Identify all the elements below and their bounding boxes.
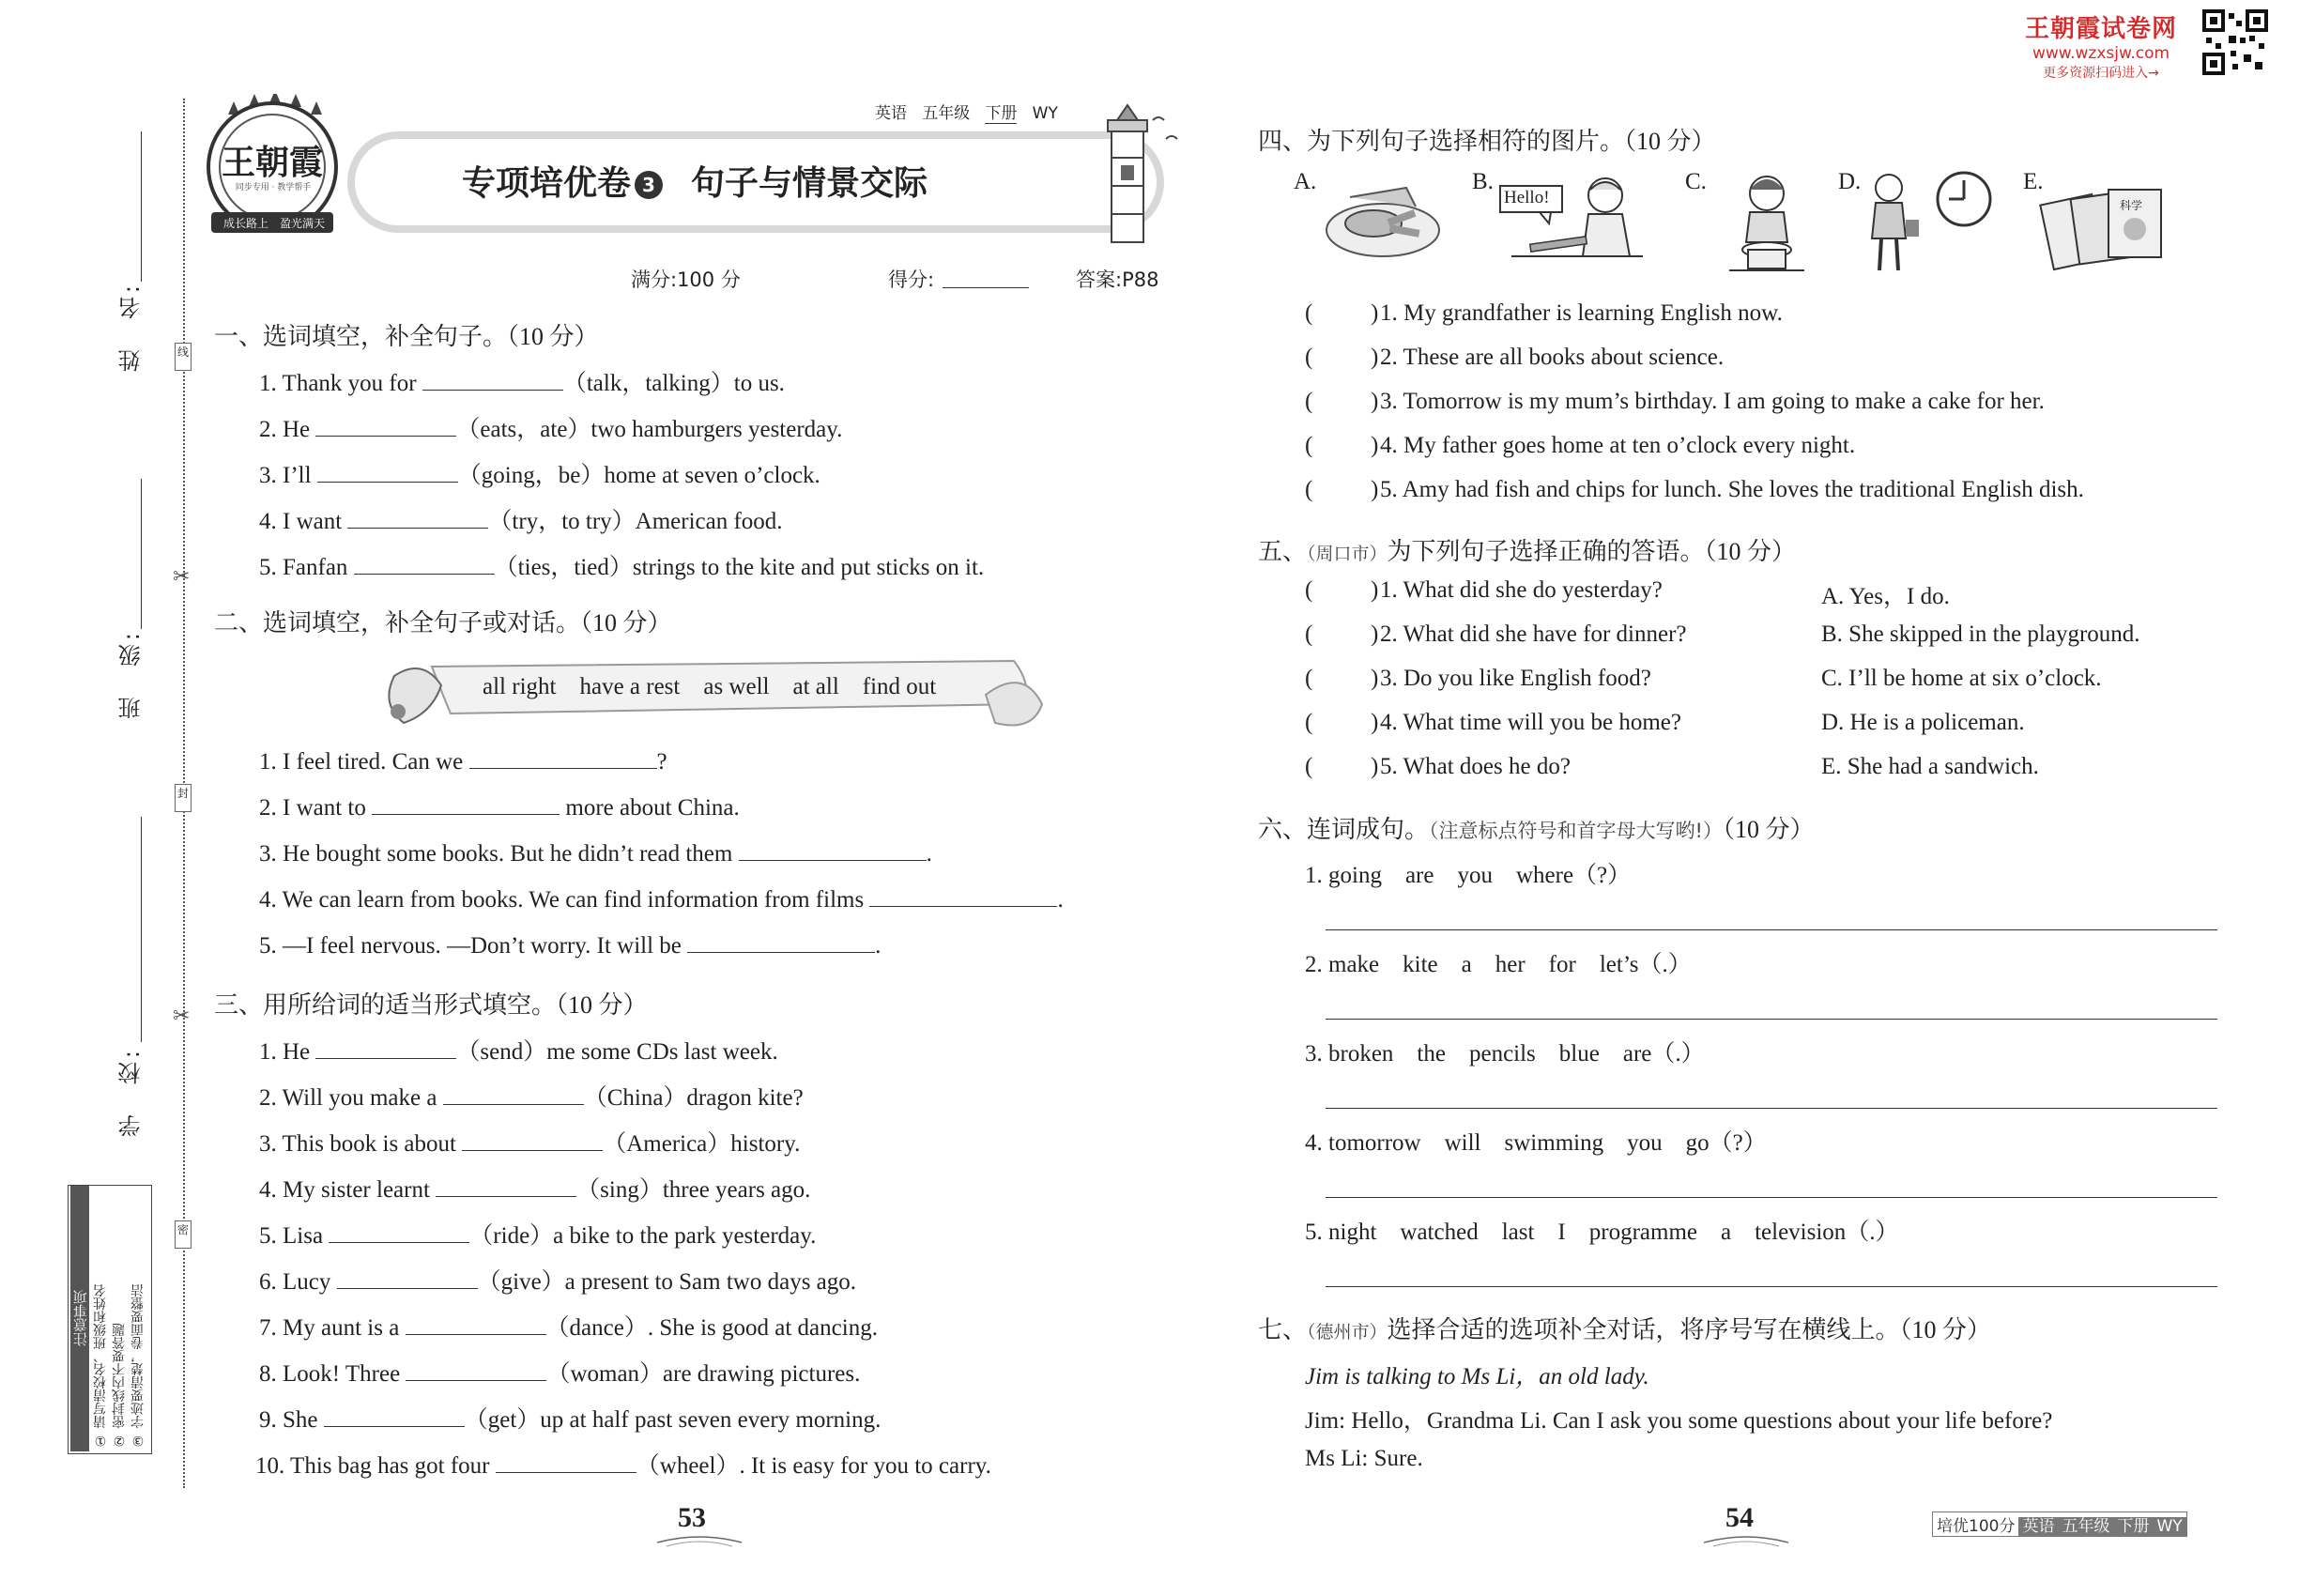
- watermark: [2007, 9, 2195, 82]
- sec5-title: 五、（周口市）为下列句子选择正确的答语。（10 分）: [1258, 538, 1797, 566]
- sec4-item-2: 2. These are all books about science.: [1380, 345, 1725, 370]
- sec4-item-5: 5. Amy had fish and chips for lunch. She loves the traditional English dish.: [1380, 477, 2084, 502]
- cake-making-image: [1720, 169, 1814, 277]
- sec3-item-5: 5. Lisa （ride）a bike to the park yesterday.: [259, 1223, 817, 1249]
- paren-close: ): [1371, 389, 1379, 414]
- sec5-question-5: 5. What does he do?: [1380, 754, 1571, 779]
- cut-mark-1: 线: [175, 343, 192, 371]
- sec5-answer-c: C. I’ll be home at six o’clock.: [1821, 666, 2102, 691]
- sec3-item-9: 9. She （get）up at half past seven every morning.: [259, 1407, 882, 1433]
- sec3-item-1: 1. He （send）me some CDs last week.: [259, 1039, 778, 1065]
- paren-close: ): [1371, 477, 1379, 502]
- watermark-brand: 王朝霞试卷网: [2024, 15, 2177, 43]
- footer-tag-4: 下册: [2113, 1517, 2153, 1536]
- answer-blank[interactable]: [354, 553, 495, 575]
- sec7-intro: Jim is talking to Ms Li，an old lady.: [1305, 1364, 1649, 1389]
- notice-3: ③ 字迹要清楚，卷面要整洁: [130, 1283, 146, 1448]
- science-books-image: [2037, 180, 2178, 274]
- footer-tag-5: WY: [2153, 1517, 2185, 1536]
- class-label: 班 级:: [118, 629, 145, 720]
- sec3-item-10: 10. This bag has got four （wheel）. It is easy for you to carry.: [255, 1453, 991, 1479]
- school-label: 学 校:: [118, 1047, 145, 1138]
- notice-2: ② 密封线内不要答题: [112, 1323, 127, 1448]
- answer-blank[interactable]: [406, 1359, 546, 1381]
- sec2-item-3: 3. He bought some books. But he didn’t read them .: [259, 841, 932, 867]
- sec5-question-4: 4. What time will you be home?: [1380, 710, 1681, 735]
- sec1-item-2: 2. He （eats，ate）two hamburgers yesterday.: [259, 417, 843, 442]
- page-number-left: 53: [678, 1502, 706, 1533]
- header-grade: 五年级: [922, 104, 971, 123]
- paren-close: ): [1371, 300, 1379, 326]
- page-ornament-right: [1704, 1535, 1788, 1548]
- answer-blank[interactable]: [496, 1451, 636, 1473]
- hello-bubble: Hello!: [1504, 188, 1550, 207]
- answer-blank[interactable]: [337, 1267, 478, 1289]
- sec4-item-4: 4. My father goes home at ten o’clock every night.: [1380, 433, 1856, 458]
- word-option: as well: [703, 674, 770, 699]
- sec7-line-1: Jim: Hello，Grandma Li. Can I ask you some questions about your life before?: [1305, 1408, 2053, 1434]
- watermark-url: www.wzxsjw.com: [2032, 44, 2170, 63]
- answer-paren-4-2[interactable]: (: [1305, 345, 1313, 370]
- title-number-badge: 3: [635, 171, 663, 199]
- scissors-icon-1: ✂: [173, 565, 191, 589]
- sec1-title: 一、选词填空，补全句子。（10 分）: [214, 323, 599, 351]
- answer-blank[interactable]: [422, 369, 563, 391]
- sec5-question-2: 2. What did she have for dinner?: [1380, 622, 1687, 647]
- sec4-title: 四、为下列句子选择相符的图片。（10 分）: [1258, 128, 1716, 156]
- answer-blank[interactable]: [329, 1221, 469, 1243]
- scissors-icon-2: ✂: [173, 1005, 191, 1028]
- answer-paren-4-3[interactable]: (: [1305, 389, 1313, 414]
- answer-paren-4-1[interactable]: (: [1305, 300, 1313, 326]
- answer-ref: 答案:P88: [1076, 269, 1159, 291]
- sec5-answer-a: A. Yes，I do.: [1821, 584, 1950, 609]
- sec4-item-3: 3. Tomorrow is my mum’s birthday. I am going to make a cake for her.: [1380, 389, 2045, 414]
- sec5-answer-d: D. He is a policeman.: [1821, 710, 2025, 735]
- header-edition: WY: [1032, 104, 1058, 123]
- word-option: at all: [792, 674, 839, 699]
- sec5-question-1: 1. What did she do yesterday?: [1380, 577, 1663, 603]
- sec3-item-6: 6. Lucy （give）a present to Sam two days ago.: [259, 1269, 857, 1295]
- sec2-item-4: 4. We can learn from books. We can find information from films .: [259, 887, 1064, 913]
- sec6-item-5: 5. night watched last I programme a television（.）: [1305, 1220, 1899, 1245]
- paren-close: ): [1371, 710, 1379, 735]
- pic-label-a: A.: [1294, 169, 1317, 194]
- paren-close: ): [1371, 345, 1379, 370]
- cut-mark-2: 封: [175, 784, 192, 812]
- answer-blank[interactable]: [687, 931, 875, 953]
- page-title: 专项培优卷 3 句子与情景交际: [462, 164, 928, 203]
- answer-blank[interactable]: [315, 1037, 456, 1059]
- header-subject: 英语: [875, 104, 907, 123]
- sec7-line-2: Ms Li: Sure.: [1305, 1446, 1423, 1471]
- answer-blank[interactable]: [469, 747, 657, 769]
- pic-label-e: E.: [2023, 169, 2044, 194]
- paren-close: ): [1371, 754, 1379, 779]
- answer-blank[interactable]: [324, 1405, 465, 1427]
- footer-tag-1: 培优100分: [1937, 1517, 2016, 1536]
- answer-blank[interactable]: [462, 1129, 603, 1151]
- sec6-item-3: 3. broken the pencils blue are（.）: [1305, 1041, 1705, 1067]
- answer-line-4[interactable]: [1326, 1197, 2217, 1198]
- answer-line-5[interactable]: [1326, 1286, 2217, 1287]
- answer-paren-4-5[interactable]: (: [1305, 477, 1313, 502]
- answer-paren-5-3[interactable]: (: [1305, 666, 1313, 691]
- word-option: find out: [862, 674, 937, 699]
- grandfather-learning-image: [1493, 167, 1652, 270]
- footer-tag-2: 英语: [2018, 1517, 2058, 1536]
- sec3-title: 三、用所给词的适当形式填空。（10 分）: [214, 991, 648, 1020]
- score-field[interactable]: [943, 287, 1029, 288]
- fish-and-chips-image: [1322, 178, 1444, 263]
- footer-tag-3: 五年级: [2058, 1517, 2113, 1536]
- answer-line-1[interactable]: [1326, 929, 2217, 930]
- page-number-right: 54: [1725, 1502, 1754, 1533]
- answer-paren-5-1[interactable]: (: [1305, 577, 1313, 603]
- answer-paren-4-4[interactable]: (: [1305, 433, 1313, 458]
- sec7-title: 七、（德州市）选择合适的选项补全对话，将序号写在横线上。（10 分）: [1258, 1316, 1992, 1344]
- sec6-item-1: 1. going are you where（?）: [1305, 863, 1632, 888]
- pic-label-d: D.: [1838, 169, 1862, 194]
- notice-box: [68, 1185, 152, 1454]
- header-term: 下册: [985, 104, 1018, 123]
- answer-line-2[interactable]: [1326, 1019, 2217, 1020]
- class-field[interactable]: [141, 479, 142, 629]
- paren-close: ): [1371, 622, 1379, 647]
- page-ornament-left: [657, 1535, 742, 1548]
- pic-label-b: B.: [1472, 169, 1494, 194]
- notice-title: 注意事项: [70, 1186, 89, 1451]
- score-label: 得分:: [888, 269, 935, 291]
- logo-name: 王朝霞: [221, 143, 323, 182]
- header-meta: [875, 100, 1058, 123]
- answer-blank[interactable]: [869, 885, 1057, 907]
- answer-paren-5-2[interactable]: (: [1305, 622, 1313, 647]
- sec1-item-5: 5. Fanfan （ties，tied）strings to the kite and put sticks on it.: [259, 555, 985, 580]
- answer-blank[interactable]: [436, 1175, 576, 1197]
- father-clock-image: [1859, 165, 2000, 278]
- sec3-item-3: 3. This book is about （America）history.: [259, 1131, 801, 1157]
- sec5-question-3: 3. Do you like English food?: [1380, 666, 1651, 691]
- sec1-item-3: 3. I’ll （going，be）home at seven o’clock.: [259, 463, 820, 488]
- sec1-item-4: 4. I want （try，to try）American food.: [259, 509, 783, 534]
- sec3-item-7: 7. My aunt is a （dance）. She is good at dancing.: [259, 1315, 878, 1341]
- sec6-title: 六、连词成句。（注意标点符号和首字母大写哟!）（10 分）: [1258, 816, 1815, 844]
- paren-close: ): [1371, 577, 1379, 603]
- paren-close: ): [1371, 666, 1379, 691]
- pic-label-c: C.: [1685, 169, 1707, 194]
- lighthouse-icon: [1080, 101, 1183, 252]
- answer-blank[interactable]: [443, 1083, 584, 1105]
- sec5-answer-e: E. She had a sandwich.: [1821, 754, 2039, 779]
- sec2-title: 二、选词填空，补全句子或对话。（10 分）: [214, 609, 672, 637]
- qr-code-icon: [2202, 9, 2268, 75]
- word-option: have a rest: [579, 674, 681, 699]
- sec3-item-2: 2. Will you make a （China）dragon kite?: [259, 1085, 804, 1111]
- footer-tag: [1932, 1512, 2187, 1537]
- sec6-item-4: 4. tomorrow will swimming you go（?）: [1305, 1130, 1767, 1156]
- notice-1: ① 请写清校名、班级和姓名: [93, 1283, 108, 1448]
- answer-blank[interactable]: [372, 793, 560, 815]
- sec2-item-5: 5. —I feel nervous. —Don’t worry. It will be .: [259, 933, 882, 959]
- sec3-item-4: 4. My sister learnt （sing）three years ago.: [259, 1177, 811, 1203]
- answer-blank[interactable]: [317, 461, 458, 483]
- answer-blank[interactable]: [406, 1313, 546, 1335]
- answer-paren-5-4[interactable]: (: [1305, 710, 1313, 735]
- answer-paren-5-5[interactable]: (: [1305, 754, 1313, 779]
- sec5-answer-b: B. She skipped in the playground.: [1821, 622, 2140, 647]
- sec1-item-1: 1. Thank you for （talk，talking）to us.: [259, 371, 785, 396]
- sec2-item-1: 1. I feel tired. Can we ?: [259, 749, 667, 775]
- watermark-hint: 更多资源扫码进入→: [2043, 66, 2159, 81]
- logo-small: 同步专用 · 教学帮手: [235, 183, 312, 192]
- full-score: 满分:100 分: [631, 269, 741, 291]
- cut-mark-3: 密: [175, 1220, 192, 1249]
- answer-blank[interactable]: [315, 415, 456, 437]
- name-field[interactable]: [141, 131, 142, 282]
- word-option: all right: [483, 674, 557, 699]
- logo-slogan: 成长路上 盈光满天: [222, 217, 326, 230]
- sec6-item-2: 2. make kite a her for let’s（.）: [1305, 952, 1692, 977]
- school-field[interactable]: [141, 817, 142, 1042]
- answer-line-3[interactable]: [1326, 1108, 2217, 1109]
- answer-blank[interactable]: [739, 839, 927, 861]
- sec4-item-1: 1. My grandfather is learning English now.: [1380, 300, 1783, 326]
- name-label: 姓 名:: [118, 282, 145, 373]
- word-bank: [483, 674, 936, 700]
- paren-close: ): [1371, 433, 1379, 458]
- sec2-item-2: 2. I want to more about China.: [259, 795, 740, 821]
- sec3-item-8: 8. Look! Three （woman）are drawing pictures.: [259, 1361, 861, 1387]
- book-label: 科学: [2120, 199, 2143, 212]
- answer-blank[interactable]: [347, 507, 488, 529]
